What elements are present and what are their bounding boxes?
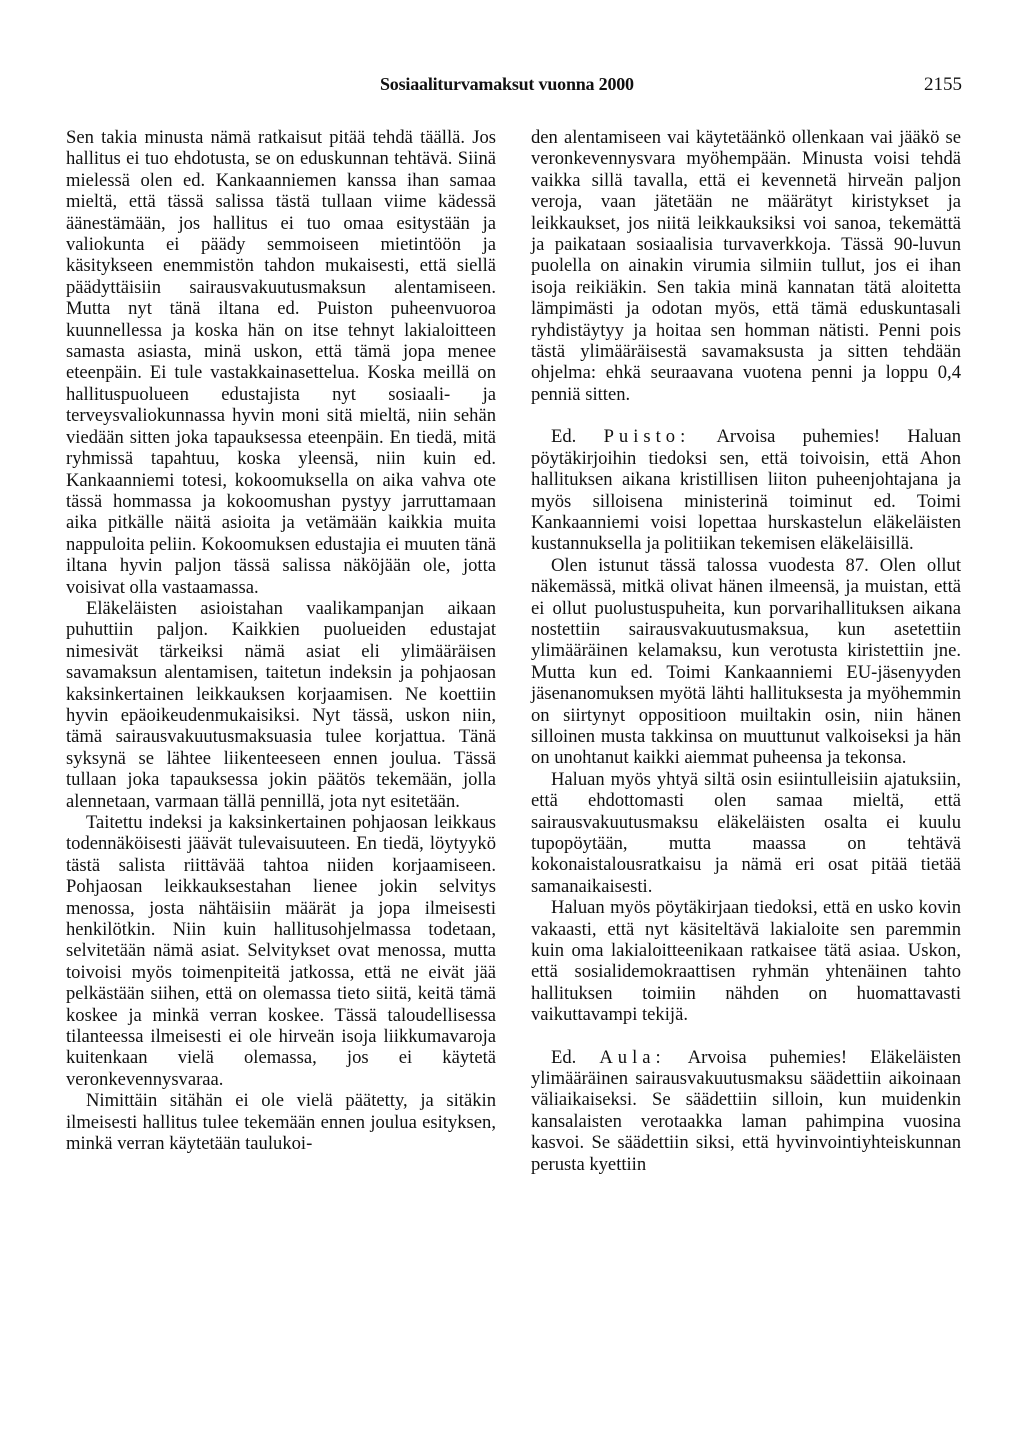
paragraph: Taitettu indeksi ja kaksinkertainen pohjaosan leikkaus todennäköisesti jäävät tulevaisuuteen. En tiedä, löytyykö tästä salista riittävää tahtoa niiden korjaamiseen. Pohjaosan leikkauksestahan lienee jokin selvitys menossa, josta nähtäisiin määrät ja jopa ilmeisesti henkilötkin. Niin kuin hallitusohjelmassa todetaan, selvitetään nämä asiat. Selvitykset ovat menossa, mutta toivoisi myös toimenpiteitä jatkossa, että ne eivät jää pelkästään siihen, että on olemassa tieto siitä, keitä tämä koskee ja minkä verran koskee. Tässä taloudellisessa tilanteessa ilmeisesti ei ole hirveän isoja liikkumavaroja kuitenkaan vielä olemassa, jos ei käytetä veronkevennysvaraa. [66,812,496,1090]
left-column [66,127,496,1155]
speech-paragraph [531,426,961,554]
paragraph: Haluan myös pöytäkirjaan tiedoksi, että en usko kovin vakaasti, että nyt käsiteltävä lakialoite sen paremmin kuin oma lakialoitteenikaan ratkaisee tätä asiaa. Uskon, että sosialidemokraattisen ryhmän yhtenäinen tahto hallituksen toimiin nähden on huomattavasti vaikuttavampi tekijä. [531,897,961,1026]
paragraph: den alentamiseen vai käytetäänkö ollenkaan vai jääkö se veronkevennysvara myöhempään. Minusta voisi tehdä vaikka sillä tavalla, että ei kevennetä hirveän paljon veroja, vaan jätetään ne määrätyt kiristykset ja leikkaukset, jos niitä leikkauksiksi voi sanoa, tekemättä ja paikataan sosiaalisia turvaverkkoja. Tässä 90-luvun puolella on ainakin virumia silmiin tullut, jos ei ihan isoja reikiäkin. Sen takia minä kannatan tätä aloitetta lämpimästi ja odotan myös, että tämä eduskuntasali ryhdistäytyy ja hoitaa sen homman nätisti. Penni pois tästä ylimääräisestä savamaksusta ja sitten tehdään ohjelma: ehkä seuraavana vuotena penni ja loppu 0,4 penniä sitten. [531,127,961,405]
right-column [531,127,961,1175]
paragraph: Haluan myös yhtyä siltä osin esiintulleisiin ajatuksiin, että ehdottomasti olen samaa mieltä, että sairausvakuutusmaksu eläkeläisten osalta ei kuulu tupopöytään, mutta maassa on tehtävä kokonaistalousratkaisu ja nämä eri osat pitää tietää samanaikaisesti. [531,768,961,897]
running-title: Sosiaaliturvamaksut vuonna 2000 [380,74,634,94]
speaker-name: Aula: [599,1046,666,1068]
running-header [0,74,1024,100]
paragraph: Eläkeläisten asioistahan vaalikampanjan aikaan puhuttiin paljon. Kaikkien puolueiden edustajat nimesivät tärkeiksi nämä asiat eli ylimääräisen savamaksun alentamisen, taitetun indeksin ja pohjaosan kaksinkertainen leikkauksen korjaamisen. Ne koettiin hyvin epäoikeudenmukaisiksi. Nyt tässä, uskon niin, tämä sairausvakuutusmaksuasia tulee korjattua. Tänä syksynä se lähtee liikenteeseen ennen joulua. Tässä tullaan joka tapauksessa jokin päätös tekemään, jolla alennetaan, varmaan tällä pennillä, jota nyt esitetään. [66,597,496,812]
paragraph: Nimittäin sitähän ei ole vielä päätetty, ja sitäkin ilmeisesti hallitus tulee tekemään ennen joulua esityksen, minkä verran käytetään taulukoi- [66,1090,496,1155]
paragraph: Sen takia minusta nämä ratkaisut pitää tehdä täällä. Jos hallitus ei tuo ehdotusta, se on eduskunnan tehtävä. Siinä mielessä olen ed. Kankaanniemen kanssa ihan samaa mieltä, että tässä salissa tästä tullaan viime kädessä äänestämään, jos hallitus ei tuo omaa esitystään ja valiokunta ei päädy semmoiseen mietintöön ja käsitykseen enemmistön tahdon mukaisesti, että siellä päädyttäisiin sairausvakuutusmaksun alentamiseen. Mutta nyt tänä iltana ed. Puiston puheenvuoroa kuunnellessa ja koska hän on itse tehnyt lakialoitteen samasta asiasta, minä uskon, että tämä jopa menee eteenpäin. Ei tule vastakkainasettelua. Koska meillä on hallituspuolueen edustajista nyt sosiaali- ja terveysvaliokunnassa hyvin moni sitä mieltä, niin sehän viedään sitten joka tapauksessa eteenpäin. En tiedä, mitä ryhmissä tapahtuu, koska yleensä, niin kuin ed. Kankaanniemi totesi, kokoomuksella on aika vahva ote tässä hommassa ja kokoomushan pystyy jarruttamaan aika pitkälle näitä asioita ja vetämään kaikkia muita nappuloita peliin. Kokoomuksen edustajia ei muuten tänä iltana hyvin paljon tässä salissa näköjään ole, jotta voisivat olla vastaamassa. [66,127,496,598]
speech-text: Arvoisa puhemies! Haluan pöytäkirjoihin tiedoksi sen, että toivoisin, että Ahon hallituksen aikana kristillisen liiton puheenjohtajana ja myös silloisena ministerinä toiminut ed. Toimi Kankaanniemi voisi lopettaa hurskastelun eläkeläisten kustannuksella ja politiikan tekemisen eläkeläisillä. [531,426,962,555]
page-number: 2155 [924,74,962,95]
speech-paragraph [531,1047,961,1175]
speech-text: Arvoisa puhemies! Eläkeläisten ylimääräinen sairausvakuutusmaksu säädettiin aikoinaan väliaikaiseksi. Se säädettiin silloin, kun muidenkin kansalaisten verotaakka laman pahimpina vuosina kasvoi. Se säädettiin siksi, että hyvinvointiyhteiskunnan perusta kyettiin [531,1046,962,1175]
speaker-prefix: Ed. [551,426,577,448]
paragraph: Olen istunut tässä talossa vuodesta 87. Olen ollut näkemässä, mitkä olivat hänen ilmeensä, ja muistan, että ei ollut puolustuspuheita, kun porvarihallituksen aikana nostettiin sairausvakuutusmaksua, kun asetettiin ylimääräinen kelamaksu, kun verotusta kiristettiin jne. Mutta kun ed. Toimi Kankaanniemi EU-jäsenyyden jäsenanomuksen myötä lähti hallituksesta ja myöhemmin on siirtynyt oppositioon muiltakin osin, niin hänen silloinen musta takkinsa on muuttunut valkoiseksi ja hän on unohtanut kaikki aiemmat puheensa ja tekonsa. [531,554,961,769]
speaker-name: Puisto: [603,426,691,448]
speaker-prefix: Ed. [551,1046,577,1068]
